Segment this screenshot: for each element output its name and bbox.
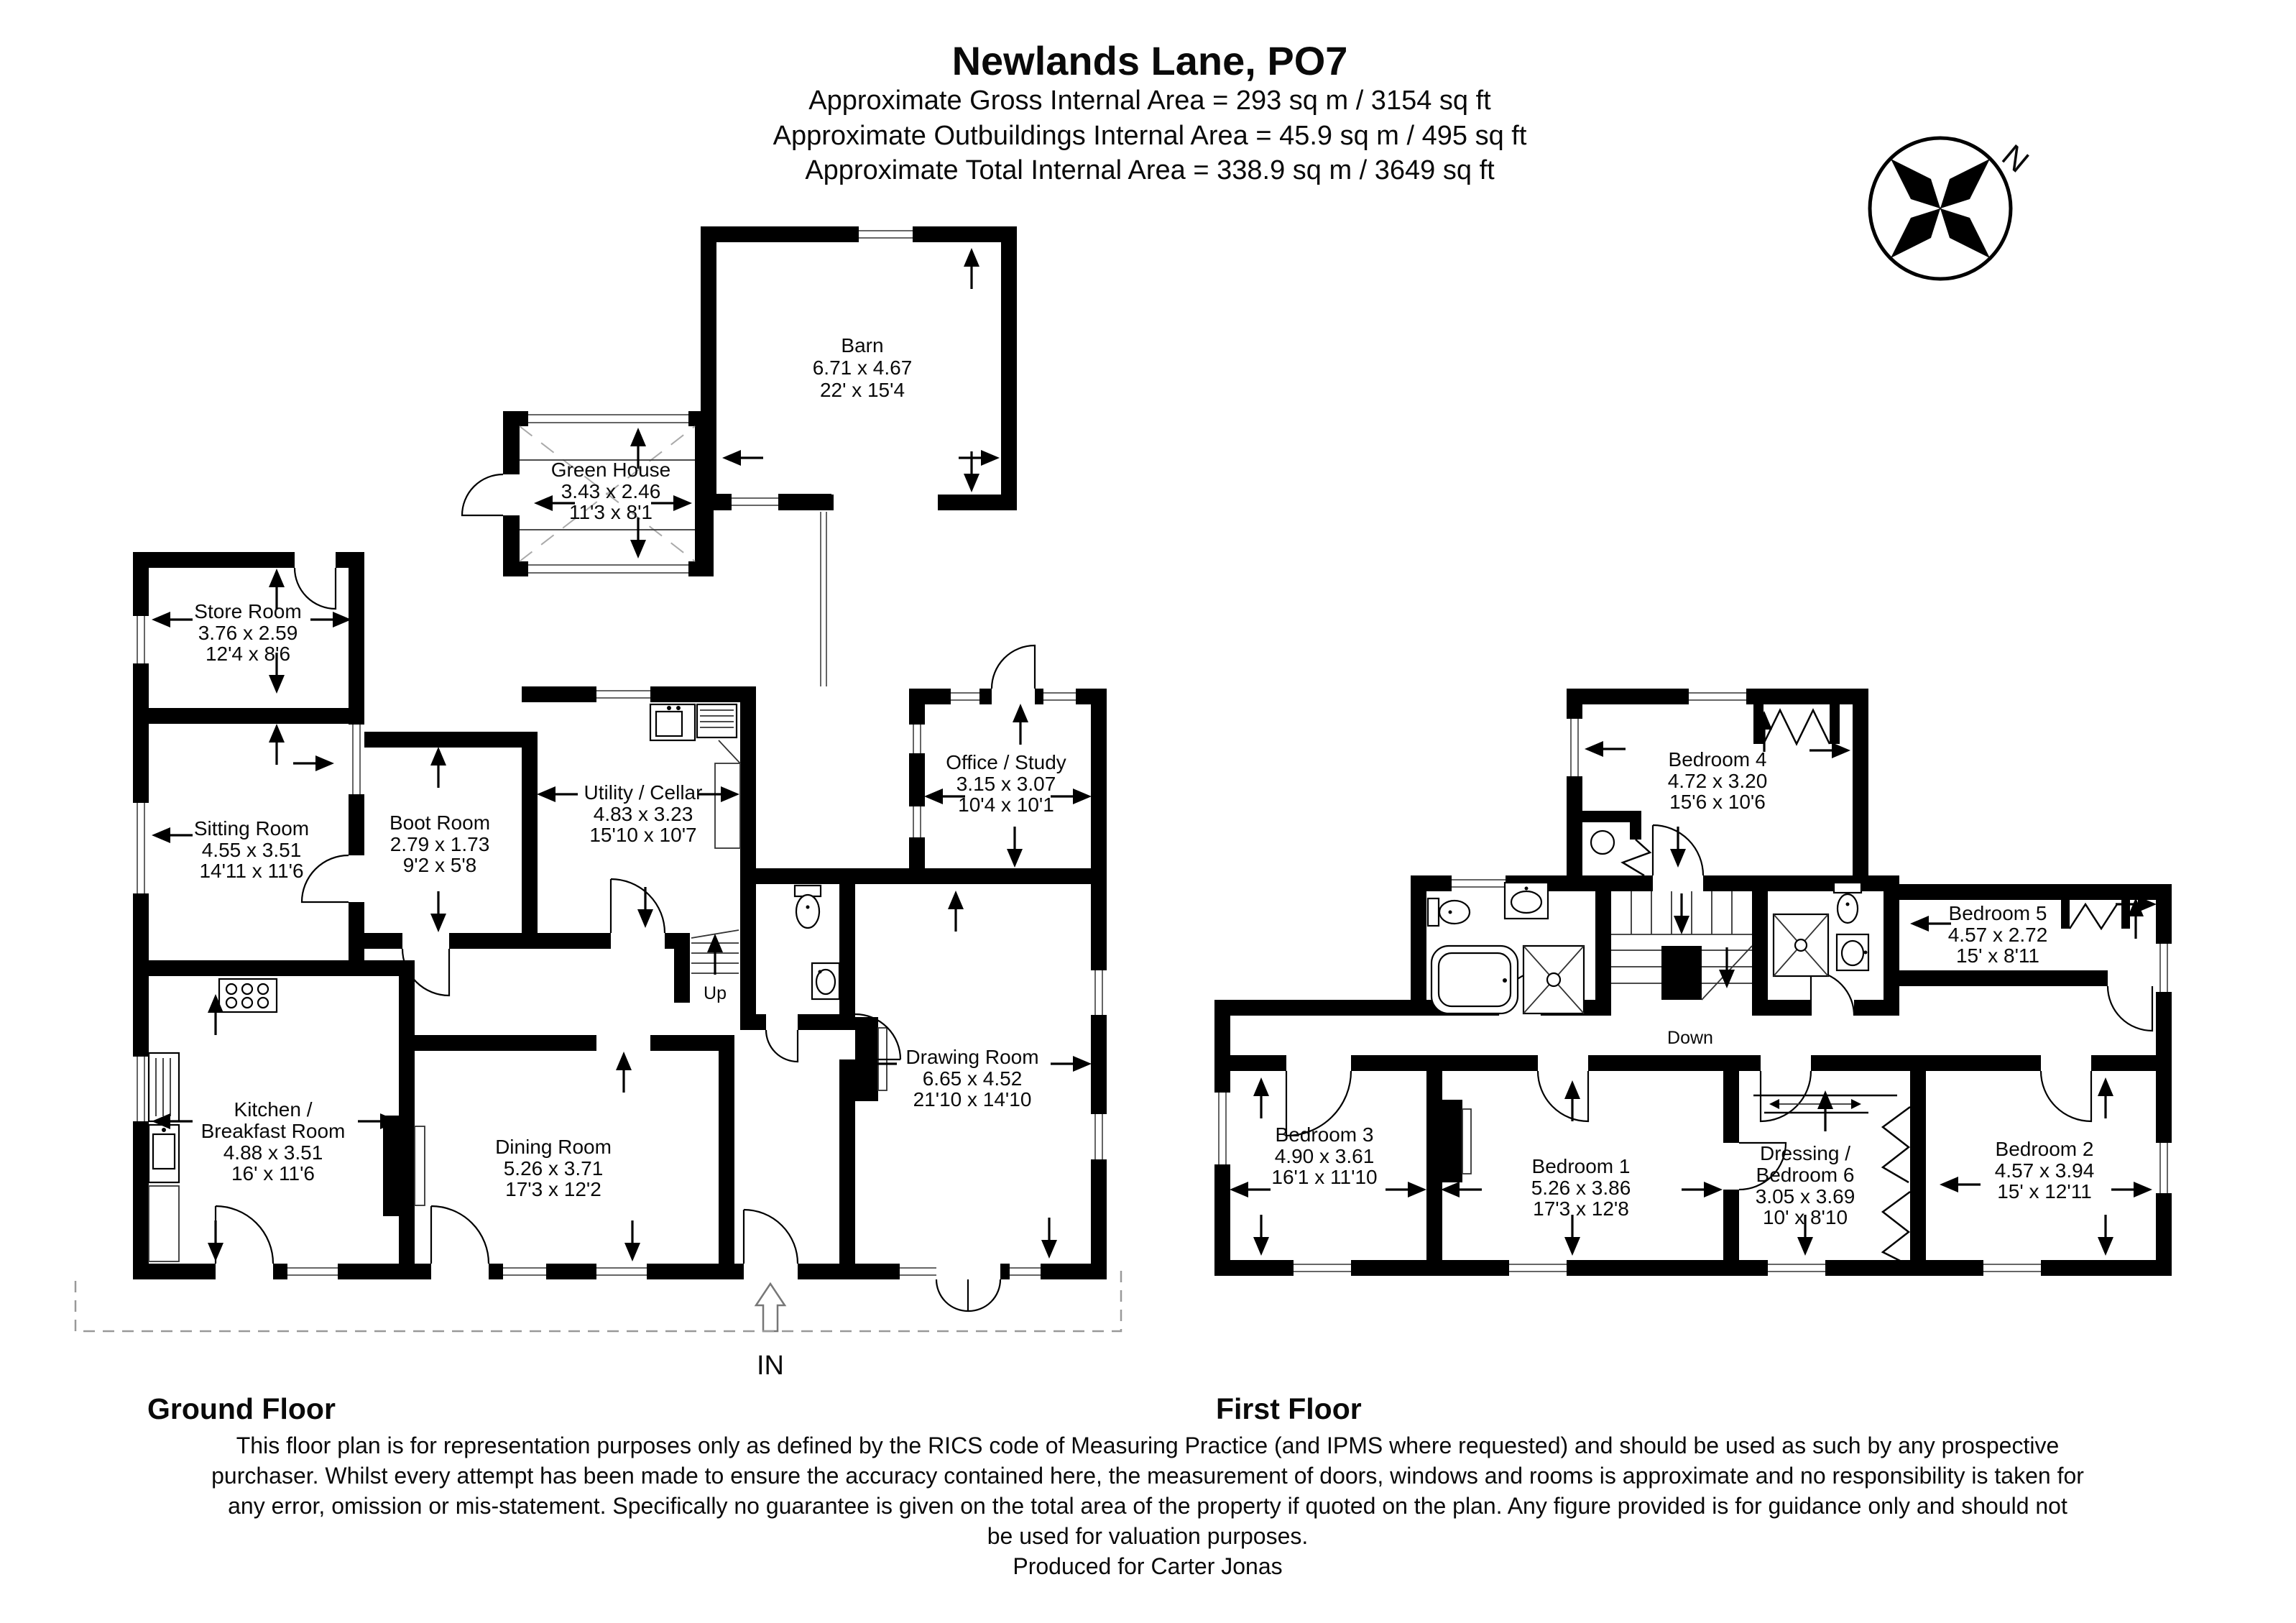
office-imperial: 10'4 x 10'1 <box>958 794 1054 816</box>
room-label-bedroom5 <box>1948 902 2048 967</box>
kitchen-name1: Kitchen / <box>234 1098 313 1121</box>
room-label-bedroom2 <box>1995 1138 2095 1203</box>
sitting-room-imperial: 14'11 x 11'6 <box>199 860 304 882</box>
entrance-marker <box>756 1284 785 1381</box>
entrance-label: IN <box>757 1351 784 1381</box>
ensuite-suite <box>1774 883 1868 976</box>
utility-name: Utility / Cellar <box>584 781 703 804</box>
bedroom1-name: Bedroom 1 <box>1531 1155 1631 1177</box>
kitchen-hob <box>219 979 277 1012</box>
room-label-green-house <box>551 459 671 523</box>
disclaimer <box>211 1433 2084 1579</box>
bedroom4-name: Bedroom 4 <box>1668 748 1767 771</box>
drawing-room-name: Drawing Room <box>905 1046 1039 1068</box>
utility-imperial: 15'10 x 10'7 <box>589 824 697 846</box>
ground-floor-doors <box>216 568 1035 1311</box>
store-room-imperial: 12'4 x 8'6 <box>205 643 291 665</box>
bedroom3-imperial: 16'1 x 11'10 <box>1271 1166 1378 1188</box>
bedroom1-metric: 5.26 x 3.86 <box>1531 1177 1631 1199</box>
room-label-sitting-room <box>194 817 309 882</box>
kitchen-metric: 4.88 x 3.51 <box>223 1141 323 1164</box>
staircase-up <box>691 930 739 975</box>
room-label-dressing <box>1756 1142 1855 1228</box>
bedroom2-imperial: 15' x 12'11 <box>1997 1180 2092 1203</box>
dressing-name1: Dressing / <box>1759 1142 1851 1164</box>
office-metric: 3.15 x 3.07 <box>956 773 1056 795</box>
office-name: Office / Study <box>946 751 1066 773</box>
disclaimer-line-1: This floor plan is for representation purposes only as defined by the RICS code of Measuring Practice (and IPMS where requested) and should be used as such by any prospective <box>236 1433 2060 1458</box>
bedroom5-name: Bedroom 5 <box>1948 902 2047 924</box>
room-label-boot-room <box>389 811 490 876</box>
boot-room-metric: 2.79 x 1.73 <box>389 833 490 855</box>
cloakroom-toilet <box>795 886 839 999</box>
disclaimer-line-3: any error, omission or mis-statement. Specifically no guarantee is given on the total area of the property if quoted on the plan. Any figure provided is for guidance only and should not <box>228 1493 2067 1519</box>
room-label-office <box>946 751 1066 816</box>
drawing-room-metric: 6.65 x 4.52 <box>922 1067 1023 1090</box>
dressing-name2: Bedroom 6 <box>1756 1164 1855 1186</box>
kitchen-imperial: 16' x 11'6 <box>231 1162 315 1185</box>
room-label-dining-room <box>495 1136 612 1200</box>
boot-room-name: Boot Room <box>389 811 491 834</box>
room-label-store-room <box>194 600 301 665</box>
room-label-barn <box>813 334 913 401</box>
disclaimer-line-2: purchaser. Whilst every attempt has been made to ensure the accuracy contained here, the measurement of doors, windows and rooms is approximate and no responsibility is taken for <box>211 1463 2084 1489</box>
store-room-metric: 3.76 x 2.59 <box>198 622 298 644</box>
first-floor-label: First Floor <box>1216 1392 1362 1425</box>
header <box>773 38 1527 185</box>
green-house-imperial: 11'3 x 8'1 <box>568 501 653 523</box>
bedroom1-imperial: 17'3 x 12'8 <box>1533 1197 1629 1220</box>
greenhouse-structure <box>462 411 831 686</box>
disclaimer-line-4: be used for valuation purposes. <box>987 1523 1309 1549</box>
green-house-metric: 3.43 x 2.46 <box>561 480 661 502</box>
kitchen-units <box>149 1053 179 1261</box>
green-house-name: Green House <box>550 459 671 481</box>
room-label-utility <box>584 781 703 846</box>
dining-room-name: Dining Room <box>495 1136 612 1158</box>
dining-room-imperial: 17'3 x 12'2 <box>505 1178 601 1200</box>
room-label-kitchen <box>201 1098 346 1185</box>
room-label-drawing-room <box>905 1046 1038 1111</box>
barn-metric: 6.71 x 4.67 <box>812 357 913 379</box>
bedroom4-metric: 4.72 x 3.20 <box>1667 770 1768 792</box>
page-title: Newlands Lane, PO7 <box>951 38 1348 83</box>
outbuildings-area-text: Approximate Outbuildings Internal Area = 45.9 sq m / 495 sq ft <box>773 121 1527 151</box>
bedroom2-name: Bedroom 2 <box>1995 1138 2094 1160</box>
bedroom4-imperial: 15'6 x 10'6 <box>1669 791 1766 813</box>
drawing-room-imperial: 21'10 x 14'10 <box>913 1088 1032 1111</box>
boot-room-imperial: 9'2 x 5'8 <box>402 854 477 876</box>
stairs-up-label: Up <box>704 983 727 1003</box>
barn-imperial: 22' x 15'4 <box>819 379 905 401</box>
dressing-metric: 3.05 x 3.69 <box>1755 1185 1855 1208</box>
produced-for-label: Produced for Carter Jonas <box>1013 1553 1283 1579</box>
barn-name: Barn <box>841 334 884 357</box>
compass-rose-icon <box>1870 138 2035 279</box>
bedroom5-metric: 4.57 x 2.72 <box>1947 924 2048 946</box>
sitting-room-metric: 4.55 x 3.51 <box>201 839 302 861</box>
stairs-down-label: Down <box>1667 1028 1713 1048</box>
room-label-bedroom1 <box>1531 1155 1631 1220</box>
bedroom3-name: Bedroom 3 <box>1275 1123 1374 1146</box>
ground-floor-label: Ground Floor <box>147 1392 336 1425</box>
room-label-bedroom4 <box>1668 748 1768 813</box>
room-label-bedroom3 <box>1271 1123 1377 1188</box>
kitchen-name2: Breakfast Room <box>200 1120 346 1142</box>
store-room-name: Store Room <box>194 600 302 622</box>
bedroom5-imperial: 15' x 8'11 <box>1955 944 2040 967</box>
dressing-imperial: 10' x 8'10 <box>1762 1206 1848 1228</box>
bedroom3-metric: 4.90 x 3.61 <box>1274 1145 1375 1167</box>
bedroom2-metric: 4.57 x 3.94 <box>1994 1159 2095 1182</box>
compass-north-label: N <box>1995 137 2036 180</box>
bedroom4-wc-basin <box>1591 831 1614 854</box>
utility-metric: 4.83 x 3.23 <box>593 803 693 825</box>
gross-area-text: Approximate Gross Internal Area = 293 sq m / 3154 sq ft <box>808 86 1491 116</box>
total-area-text: Approximate Total Internal Area = 338.9 sq m / 3649 sq ft <box>805 155 1495 185</box>
bathroom-suite <box>1428 883 1584 1013</box>
dining-room-metric: 5.26 x 3.71 <box>503 1157 604 1180</box>
staircase-down <box>1611 891 1752 1000</box>
sitting-room-name: Sitting Room <box>193 817 310 840</box>
